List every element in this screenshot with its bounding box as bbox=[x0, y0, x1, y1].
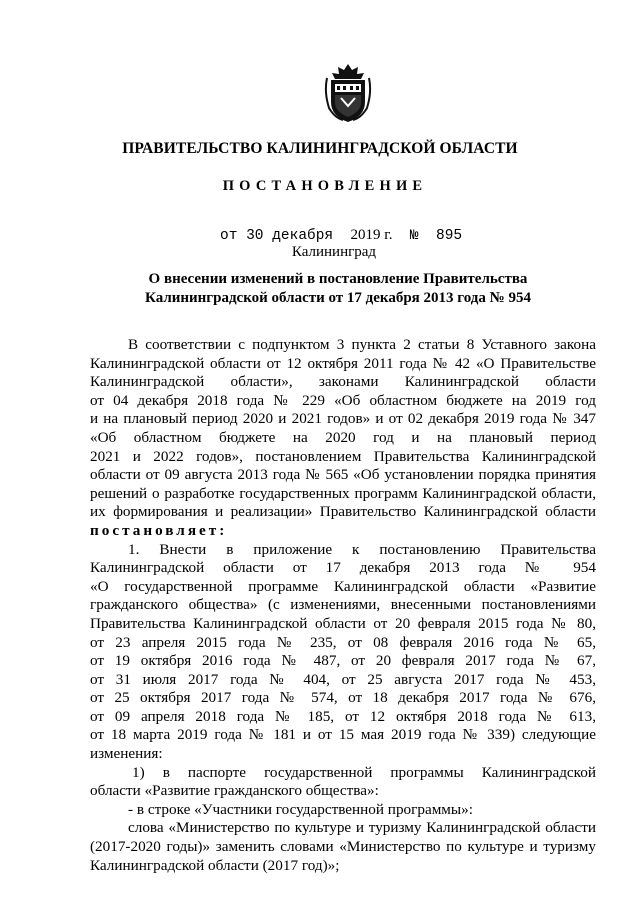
body-line: (2017-2020 годы)» заменить словами «Министерство по культуре и туризму bbox=[90, 838, 596, 856]
body-line: решений о разработке государственных программ Калининградской области, bbox=[90, 484, 596, 502]
body-line: от 31 июля 2017 года № 404, от 25 августа 2017 года № 453, bbox=[90, 670, 596, 688]
government-heading: ПРАВИТЕЛЬСТВО КАЛИНИНГРАДСКОЙ ОБЛАСТИ bbox=[122, 140, 518, 157]
document-number: 895 bbox=[436, 228, 463, 244]
body-line: области «Развитие гражданского общества»: bbox=[90, 782, 379, 800]
body-line: от 04 декабря 2018 года № 229 «Об областном бюджете на 2019 год bbox=[90, 391, 596, 409]
body-line: «Об областном бюджете на 2020 год и на плановый период bbox=[90, 428, 596, 446]
document-date-line bbox=[220, 227, 462, 244]
date-prefix: от bbox=[220, 228, 238, 244]
body-line: 1. Внести в приложение к постановлению Правительства bbox=[128, 540, 596, 558]
subject-line: О внесении изменений в постановление Правительства bbox=[148, 271, 528, 287]
body-line: 1) в паспорте государственной программы Калининградской bbox=[132, 763, 596, 781]
document-body bbox=[90, 336, 596, 875]
body-line: области от 09 августа 2013 года № 565 «Об установлении порядка принятия bbox=[90, 466, 596, 484]
document-subject bbox=[0, 270, 640, 308]
body-line: 2021 и 2022 годов», постановлением Правительства Калининградской bbox=[90, 447, 596, 465]
document-city: Калининград bbox=[291, 244, 377, 260]
body-line: Калининградской области от 17 декабря 2013 года № 954 bbox=[90, 559, 596, 577]
subject-line: Калининградской области от 17 декабря 2013 года № 954 bbox=[145, 290, 531, 306]
body-line: Правительства Калининградской области от 20 февраля 2015 года № 80, bbox=[90, 614, 596, 632]
document-type-heading: ПОСТАНОВЛЕНИЕ bbox=[222, 178, 428, 194]
coat-of-arms-emblem bbox=[323, 62, 373, 124]
body-line: Калининградской области (2017 год)»; bbox=[90, 856, 340, 874]
body-line: В соответствии с подпунктом 3 пункта 2 статьи 8 Уставного закона bbox=[128, 336, 596, 353]
body-line: от 23 апреля 2015 года № 235, от 08 февраля 2016 года № 65, bbox=[90, 633, 596, 651]
body-line: от 25 октября 2017 года № 574, от 18 декабря 2017 года № 676, bbox=[90, 689, 596, 707]
body-line: и на плановый период 2020 и 2021 годов» и от 02 декабря 2019 года № 347 bbox=[90, 410, 596, 428]
body-line: их формирования и реализации» Правительство Калининградской области bbox=[90, 503, 596, 521]
body-line: гражданского общества» (с изменениями, внесенными постановлениями bbox=[90, 596, 596, 614]
body-line: - в строке «Участники государственной программы»: bbox=[128, 800, 473, 818]
body-line: Калининградской области от 12 октября 2011 года № 42 «О Правительстве bbox=[90, 354, 596, 372]
body-line: изменения: bbox=[90, 745, 163, 763]
body-line: от 19 октября 2016 года № 487, от 20 февраля 2017 года № 67, bbox=[90, 652, 596, 670]
document-date: 30 декабря bbox=[246, 228, 334, 244]
body-line: «О государственной программе Калининградской области «Развитие bbox=[90, 577, 596, 595]
document-year: 2019 г. bbox=[350, 227, 393, 243]
number-sign: № bbox=[409, 228, 419, 244]
body-line: от 09 апреля 2018 года № 185, от 12 октября 2018 года № 613, bbox=[90, 707, 596, 725]
body-line: слова «Министерство по культуре и туризму Калининградской области bbox=[128, 819, 596, 837]
body-line: от 18 марта 2019 года № 181 и от 15 мая 2019 года № 339) следующие bbox=[90, 726, 596, 744]
decree-word-text: постановляет: bbox=[90, 521, 228, 539]
body-line: Калининградской области», законами Калининградской области bbox=[90, 373, 596, 391]
decree-word bbox=[90, 522, 596, 541]
